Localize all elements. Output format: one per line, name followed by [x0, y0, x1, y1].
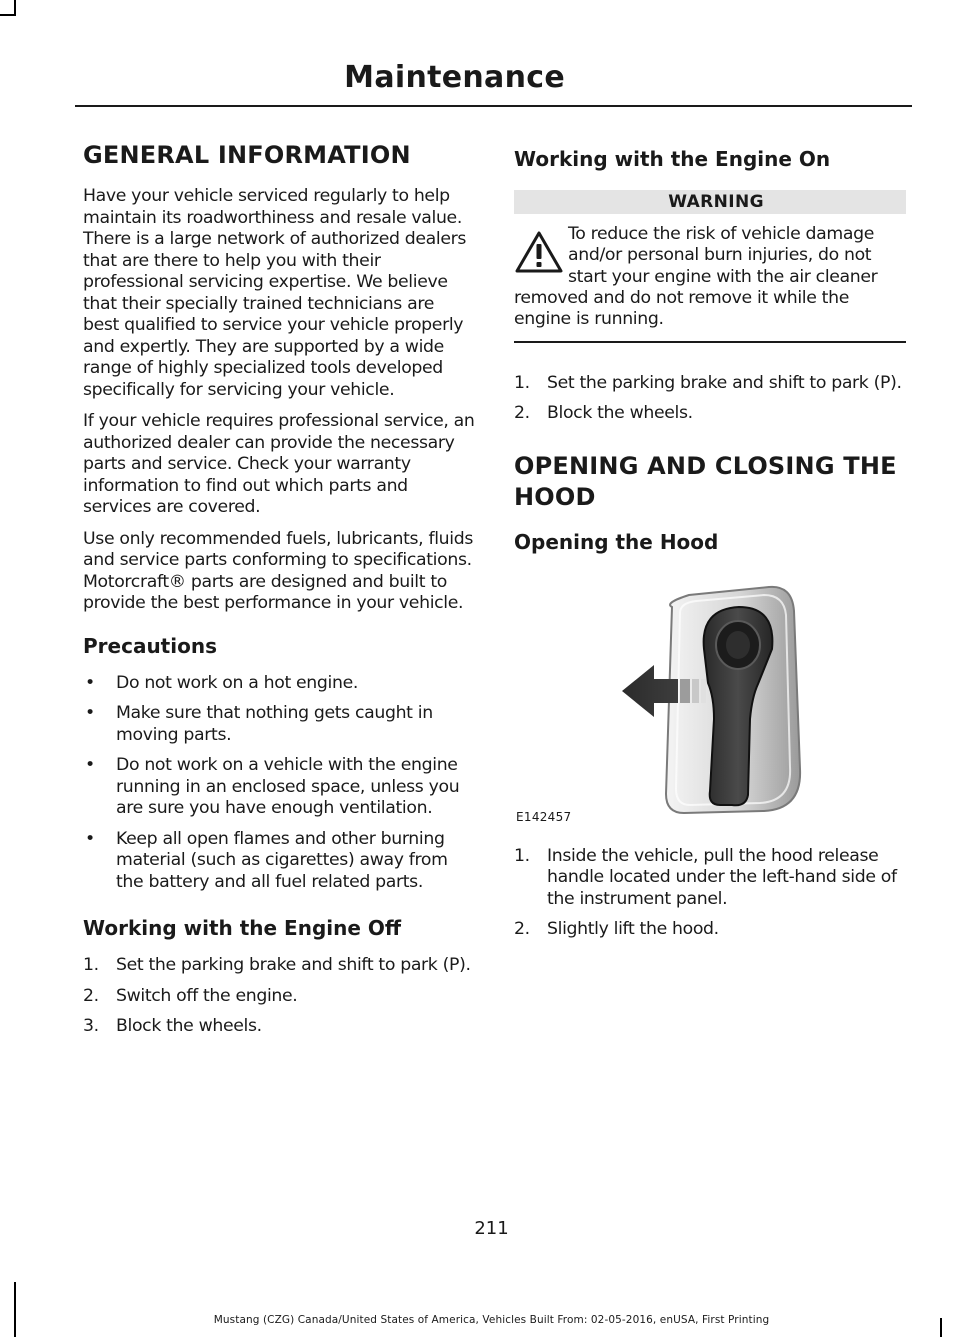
step-text: Switch off the engine. [116, 985, 298, 1006]
general-information-heading: GENERAL INFORMATION [83, 141, 411, 169]
list-item-text: Do not work on a hot engine. [116, 672, 359, 693]
engine-on-heading: Working with the Engine On [514, 147, 831, 171]
step-text: Block the wheels. [116, 1016, 262, 1036]
step-item [514, 846, 906, 911]
step-item [83, 955, 475, 977]
engine-off-heading: Working with the Engine Off [83, 916, 402, 940]
precautions-heading: Precautions [83, 633, 217, 658]
precautions-list [83, 673, 475, 894]
paragraph: Use only recommended fuels, lubricants, fluids and service parts conforming to specifications. Motorcraft® parts are designed and built to provide the best performance in your vehicle. [83, 528, 473, 613]
step-item [514, 373, 906, 395]
opening-hood-steps [514, 846, 906, 941]
step-text: Slightly lift the hood. [547, 919, 719, 940]
hood-release-handle-illustration [514, 569, 906, 834]
list-item-text: Keep all open flames and other burning material (such as cigarettes) away from the battery and all fuel related parts. [116, 828, 448, 892]
list-item [83, 673, 475, 695]
step-item [514, 919, 906, 941]
list-item [83, 755, 475, 820]
warning-text-full: removed and do not remove it while the engine is running. [514, 287, 849, 330]
list-item-text: Do not work on a vehicle with the engine running in an enclosed space, unless you are sure you have enough ventilation. [116, 755, 460, 818]
step-item [514, 403, 906, 425]
step-text: Set the parking brake and shift to park (P). [116, 955, 471, 975]
paragraph: If your vehicle requires professional service, an authorized dealer can provide the necessary parts and service. Check your warranty information to find out which parts and services are covered. [83, 411, 475, 517]
step-number: 1. [514, 845, 530, 866]
footer-text: Mustang (CZG) Canada/United States of America, Vehicles Built From: 02-05-2016, enUSA, First Printing [213, 1314, 770, 1326]
list-item [83, 829, 475, 894]
warning-triangle-icon [514, 230, 564, 274]
step-number: 1. [83, 955, 99, 975]
step-number: 2. [514, 919, 530, 940]
header-rule [75, 105, 912, 107]
left-column [83, 140, 475, 1047]
page-number: 211 [474, 1218, 509, 1239]
warning-text-indented: To reduce the risk of vehicle damage and/or personal burn injuries, do not start your engine with the air cleaner [568, 224, 878, 287]
step-text: Inside the vehicle, pull the hood release handle located under the left-hand side of the instrument panel. [547, 845, 897, 909]
crop-mark [0, 14, 16, 16]
section-title: Maintenance [344, 60, 565, 95]
warning-rule [514, 341, 906, 343]
right-column [514, 140, 906, 950]
step-text: Set the parking brake and shift to park (P). [547, 372, 902, 393]
step-item [83, 1016, 475, 1038]
warning-box [514, 190, 906, 343]
crop-mark [14, 1282, 16, 1337]
bullet: • [85, 703, 95, 723]
bullet: • [85, 828, 95, 849]
step-item [83, 986, 475, 1008]
step-number: 1. [514, 372, 530, 393]
step-number: 3. [83, 1016, 99, 1036]
engine-on-steps [514, 373, 906, 425]
opening-closing-hood-heading: OPENING AND CLOSING THE HOOD [514, 451, 897, 511]
step-number: 2. [514, 403, 530, 424]
step-text: Block the wheels. [547, 403, 693, 424]
bullet: • [85, 672, 95, 693]
opening-hood-heading: Opening the Hood [514, 529, 719, 554]
figure-id: E142457 [516, 809, 572, 824]
list-item-text: Make sure that nothing gets caught in moving parts. [116, 703, 433, 745]
paragraph: Have your vehicle serviced regularly to help maintain its roadworthiness and resale value. There is a large network of authorized dealers that are there to help you with their professional servicing expertise. We believe that their specially trained technicians are best qualified to service your vehicle properly and expertly. They are supported by a wide range of highly specialized tools developed specifically for servicing your vehicle. [83, 186, 467, 400]
warning-body [514, 224, 906, 330]
engine-off-steps [83, 955, 475, 1038]
step-number: 2. [83, 985, 99, 1006]
bullet: • [85, 755, 95, 775]
warning-label: WARNING [514, 190, 906, 214]
list-item [83, 703, 475, 746]
hood-release-figure [514, 569, 906, 834]
